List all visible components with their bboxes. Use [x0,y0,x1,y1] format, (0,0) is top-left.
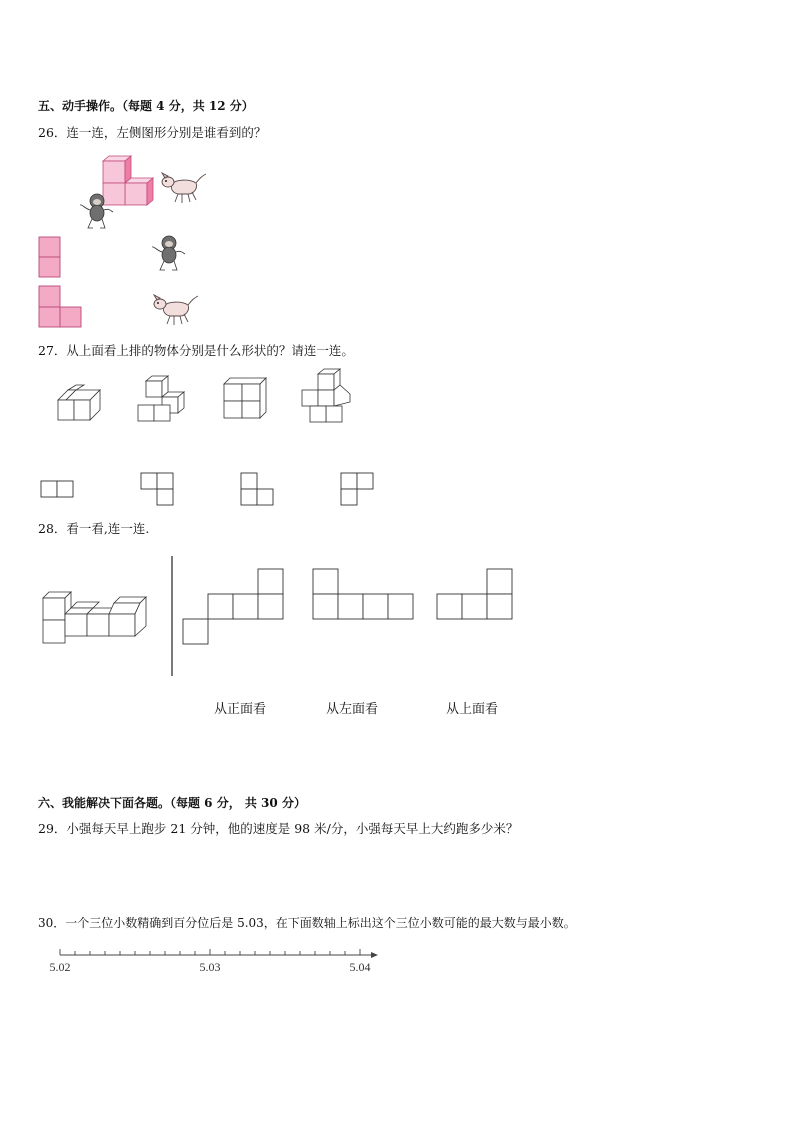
question-29: 29．小强每天早上跑步 21 分钟，他的速度是 98 米/分，小强每天早上大约跑多少米？ [38,821,519,836]
label-left-view: 从左面看 [326,702,379,717]
label-front-view: 从正面看 [214,702,267,717]
view-shape-b [312,568,416,622]
top-view-shape-2 [140,472,176,508]
question-27: 27．从上面看上排的物体分别是什么形状的？请连一连。 [38,343,354,358]
label-top-view: 从上面看 [446,702,499,717]
section-6-title: 六、我能解决下面各题。（每题 6 分， 共 30 分） [38,796,306,810]
question-30: 30．一个三位小数精确到百分位后是 5.03，在下面数轴上标出这个三位小数可能的最大数与最小数。 [38,916,576,930]
top-view-shape-3 [240,472,276,508]
cube-object-q28 [42,590,154,646]
number-line-label: 5.04 [349,960,371,974]
dog-icon [160,170,208,206]
cube-object-1 [56,384,104,422]
view-shape-a [182,568,286,646]
dog-icon-2 [152,292,200,328]
top-view-shape-1 [40,480,76,500]
top-view-shape-4 [340,472,376,508]
cube-object-4 [300,368,354,424]
section-5-title: 五、动手操作。（每题 4 分，共 12 分） [38,99,254,113]
view-shape-c [436,568,516,622]
number-line [40,945,385,980]
monkey-icon-2 [152,234,186,272]
number-line-label: 5.02 [49,960,71,974]
number-line-arrow [371,952,378,958]
question-28: 28．看一看,连一连. [38,521,150,536]
separator-line [170,556,174,678]
cube-object-2 [136,375,188,425]
shape-l-squares [38,285,84,329]
number-line-label: 5.03 [199,960,221,974]
question-26: 26．连一连，左侧图形分别是谁看到的？ [38,125,267,140]
cube-object-3 [222,376,268,422]
shape-two-vertical-squares [38,236,62,280]
monkey-icon [80,192,114,230]
